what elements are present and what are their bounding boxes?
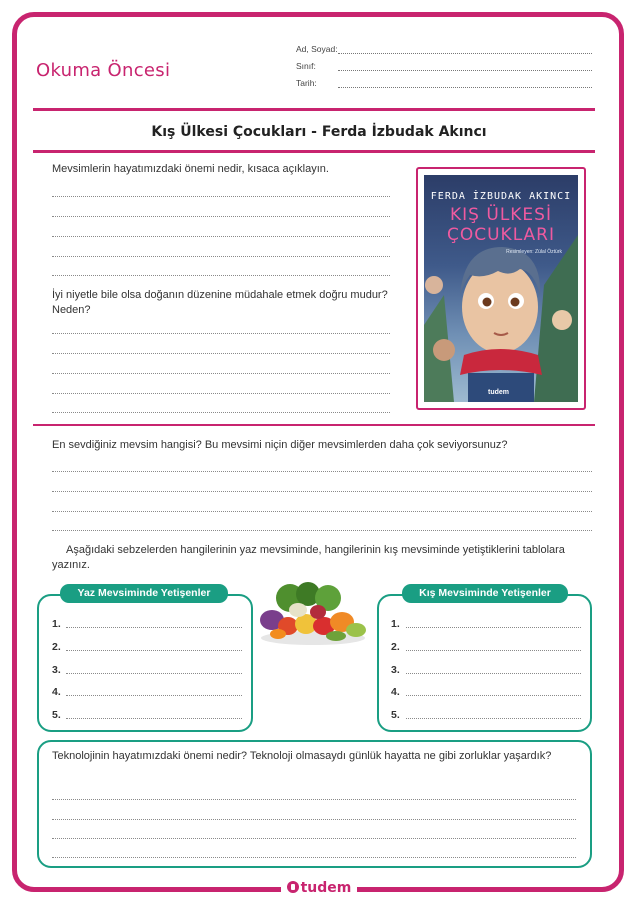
question-5: Teknolojinin hayatımızdaki önemi nedir? Teknoloji olmasaydı günlük hayatta ne gibi zorluklar yaşardık? (52, 750, 552, 762)
winter-number: 2. (391, 641, 400, 653)
answer-line[interactable] (52, 256, 390, 257)
answer-line[interactable] (52, 412, 390, 413)
summer-number: 4. (52, 686, 61, 698)
answer-line[interactable] (52, 471, 592, 472)
winter-table-title: Kış Mevsiminde Yetişenler (402, 584, 568, 603)
winter-answer-line[interactable] (406, 695, 581, 696)
winter-answer-line[interactable] (406, 673, 581, 674)
winter-number: 5. (391, 709, 400, 721)
cover-subtitle: Resimleyen: Zülal Öztürk (506, 249, 562, 255)
winter-answer-line[interactable] (406, 718, 581, 719)
cover-title-line1: KIŞ ÜLKESİ (450, 205, 552, 225)
question-4: Aşağıdaki sebzelerden hangilerinin yaz mevsiminde, hangilerinin kış mevsiminde yetiştiklerini tablolara yazınız. (52, 544, 565, 571)
answer-line[interactable] (52, 333, 390, 334)
book-title: Kış Ülkesi Çocukları - Ferda İzbudak Akıncı (151, 124, 487, 140)
answer-line[interactable] (52, 373, 390, 374)
answer-line[interactable] (52, 353, 390, 354)
publisher-logo-text: tudem (300, 880, 352, 896)
book-cover-illustration (424, 175, 578, 402)
class-label: Sınıf: (296, 61, 316, 71)
answer-line[interactable] (52, 819, 576, 820)
divider (33, 424, 595, 426)
summer-table (37, 594, 253, 732)
summer-answer-line[interactable] (66, 673, 242, 674)
tudem-logo-icon (287, 881, 299, 893)
book-cover (416, 167, 586, 410)
answer-line[interactable] (52, 216, 390, 217)
question-2: İyi niyetle bile olsa doğanın düzenine müdahale etmek doğru mudur? Neden? (52, 289, 388, 316)
summer-answer-line[interactable] (66, 650, 242, 651)
winter-table (377, 594, 592, 732)
summer-answer-line[interactable] (66, 695, 242, 696)
summer-number: 1. (52, 618, 61, 630)
answer-line[interactable] (52, 236, 390, 237)
summer-table-title: Yaz Mevsiminde Yetişenler (60, 584, 228, 603)
class-field[interactable] (338, 70, 592, 71)
winter-number: 4. (391, 686, 400, 698)
divider (33, 150, 595, 153)
page-title: Okuma Öncesi (36, 60, 171, 81)
answer-line[interactable] (52, 393, 390, 394)
winter-number: 1. (391, 618, 400, 630)
cover-publisher-logo: tudem (488, 389, 509, 396)
winter-answer-line[interactable] (406, 650, 581, 651)
divider (33, 108, 595, 111)
name-field[interactable] (338, 53, 592, 54)
summer-number: 2. (52, 641, 61, 653)
answer-line[interactable] (52, 857, 576, 858)
date-label: Tarih: (296, 78, 317, 88)
summer-number: 3. (52, 664, 61, 676)
answer-line[interactable] (52, 491, 592, 492)
answer-line[interactable] (52, 196, 390, 197)
vegetables-image (258, 580, 368, 646)
answer-line[interactable] (52, 530, 592, 531)
question-3: En sevdiğiniz mevsim hangisi? Bu mevsimi niçin diğer mevsimlerden daha çok seviyorsunuz? (52, 439, 508, 451)
answer-line[interactable] (52, 511, 592, 512)
summer-answer-line[interactable] (66, 718, 242, 719)
answer-line[interactable] (52, 838, 576, 839)
cover-author: FERDA İZBUDAK AKINCI (430, 191, 572, 202)
answer-line[interactable] (52, 275, 390, 276)
summer-answer-line[interactable] (66, 627, 242, 628)
name-label: Ad, Soyad: (296, 44, 338, 54)
publisher-logo (281, 878, 357, 898)
winter-number: 3. (391, 664, 400, 676)
answer-line[interactable] (52, 799, 576, 800)
cover-title-line2: ÇOCUKLARI (446, 225, 556, 245)
question-1: Mevsimlerin hayatımızdaki önemi nedir, kısaca açıklayın. (52, 163, 329, 175)
date-field[interactable] (338, 87, 592, 88)
winter-answer-line[interactable] (406, 627, 581, 628)
summer-number: 5. (52, 709, 61, 721)
